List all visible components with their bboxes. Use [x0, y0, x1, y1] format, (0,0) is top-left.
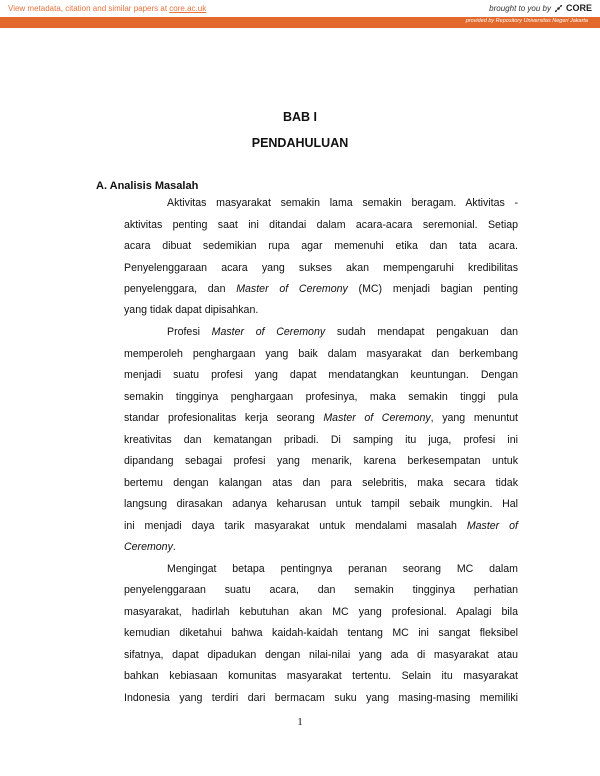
core-logo[interactable]: CORE	[565, 3, 592, 13]
text-line: masyarakat, hadirlah kebutuhan akan MC yang profesional. Apalagi bila	[124, 606, 518, 618]
text-line: penyelenggaraan suatu acara, dan semakin tingginya perhatian	[124, 584, 518, 596]
text-line: ini menjadi daya tarik masyarakat untuk mendalami masalah Master of	[124, 520, 518, 532]
text-line: aktivitas penting saat ini ditandai dalam acara-acara seremonial. Setiap	[124, 219, 518, 231]
core-banner	[0, 0, 600, 28]
text-line: penyelenggara, dan Master of Ceremony (MC) menjadi bagian penting	[124, 283, 518, 295]
section-heading: A. Analisis Masalah	[96, 180, 199, 192]
core-logo-icon	[554, 4, 563, 13]
text-line: Indonesia yang terdiri dari bermacam suku yang masing-masing memiliki	[124, 692, 518, 704]
text-line: bertemu dengan kalangan atas dan para selebritis, maka secara tidak	[124, 477, 518, 489]
text-line: acara dibuat sedemikian rupa agar memenuhi etika dan tata acara.	[124, 240, 518, 252]
provided-by-text: provided by Repository Universitas Negeri Jakarta	[465, 18, 588, 24]
text-line: Aktivitas masyarakat semakin lama semakin beragam. Aktivitas -	[167, 197, 518, 209]
text-line: standar profesionalitas kerja seorang Master of Ceremony, yang menuntut	[124, 412, 518, 424]
text-line: memperoleh penghargaan yang baik dalam masyarakat dan berkembang	[124, 348, 518, 360]
chapter-title: PENDAHULUAN	[251, 136, 349, 150]
core-link[interactable]: core.ac.uk	[169, 4, 207, 13]
page-number: 1	[297, 716, 303, 728]
text-line: yang tidak dapat dipisahkan.	[124, 304, 259, 316]
text-line: Penyelenggaraan acara yang sukses akan mempengaruhi kredibilitas	[124, 262, 518, 274]
text-line: langsung dirasakan adanya keharusan untuk tampil sebaik mungkin. Hal	[124, 498, 518, 510]
text-line: Profesi Master of Ceremony sudah mendapat pengakuan dan	[167, 326, 518, 338]
text-line: Mengingat betapa pentingnya peranan seorang MC dalam	[167, 563, 518, 575]
brought-text: brought to you by	[489, 3, 551, 13]
text-line: sifatnya, dapat dipadukan dengan nilai-nilai yang ada di masyarakat atau	[124, 649, 518, 661]
text-line: dipandang sebagai profesi yang menarik, karena berkesempatan untuk	[124, 455, 518, 467]
brought-to-you	[489, 3, 592, 13]
text-line: kreativitas dan kematangan pribadi. Di samping itu juga, profesi ini	[124, 434, 518, 446]
text-line: semakin tingginya penghargaan profesinya, maka semakin tinggi pula	[124, 391, 518, 403]
text-line: Ceremony.	[124, 541, 176, 553]
metadata-link[interactable]	[8, 4, 206, 13]
text-line: bahkan kebiasaan komunitas masyarakat tertentu. Selain itu masyarakat	[124, 670, 518, 682]
text-line: kemudian diketahui bahwa kaidah-kaidah tentang MC ini sangat fleksibel	[124, 627, 518, 639]
metadata-text: View metadata, citation and similar papers at	[8, 4, 170, 13]
chapter-number: BAB I	[282, 110, 318, 124]
text-line: menjadi suatu profesi yang dapat mendatangkan keuntungan. Dengan	[124, 369, 518, 381]
provider-bar	[0, 17, 600, 28]
